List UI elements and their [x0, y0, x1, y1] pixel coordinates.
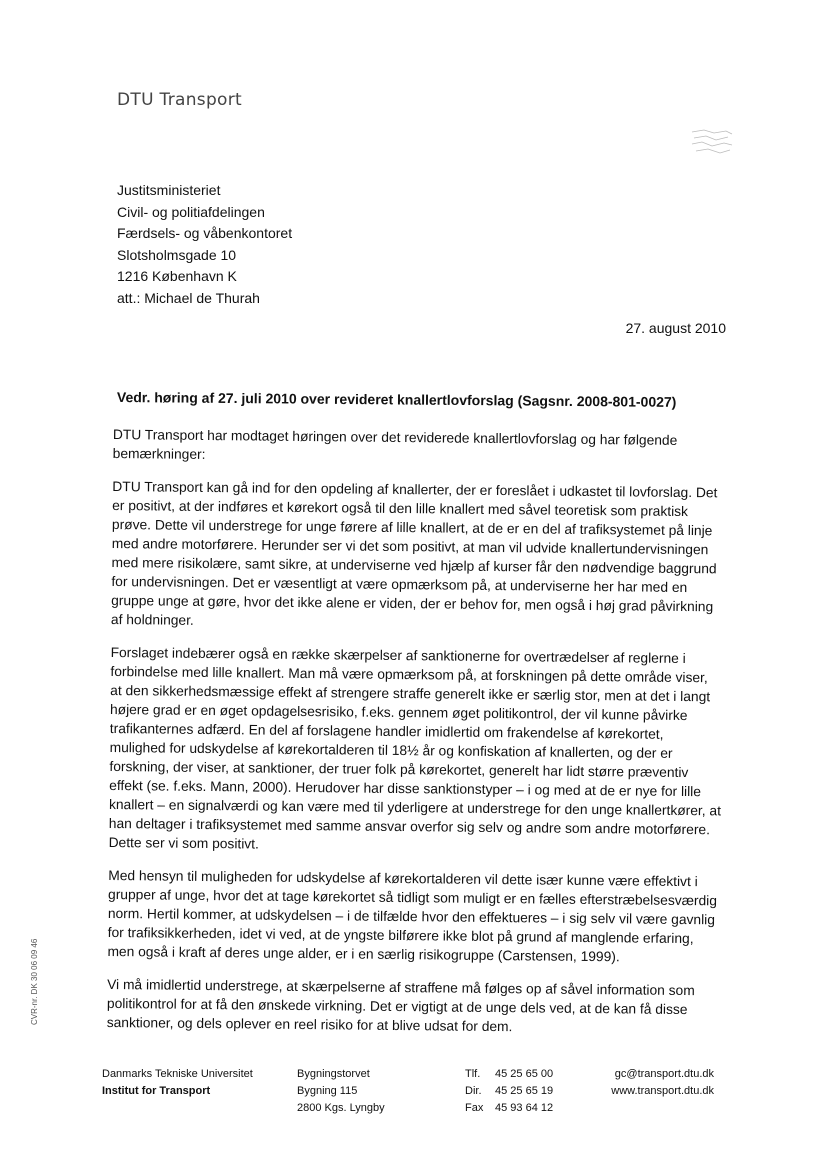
- body-paragraph: Vi må imidlertid understrege, at skærpelserne af straffene må følges op af såvel information som politikontrol for at få den ønskede virkning. Det er vigtigt at de unge dels ved, at de kan få disse sanktioner, og dels oplever en reel risiko for at blive udsat for dem.: [106, 976, 695, 1035]
- body-paragraph: Forslaget indebærer også en række skærpelser af sanktionerne for overtrædelser af reglerne i forbindelse med lille knallert. Man må være opmærksom på, at forskningen på dette område viser, at den sikkerhedsmæssige effekt af strengere straffe generelt ikke er særlig stor, men at det i langt højere grad er en øget opdagelsesrisiko, f.eks. gennem øget politikontrol, der vil kunne påvirke trafikanternes adfærd. En del af forslagene handler imidlertid om frakendelse af kørekortet, mulighed for udskydelse af kørekortalderen til 18½ år og konfiskation af knallerten, og der er forskning, der viser, at sanktioner, der truer folk på kørekortet, generelt har lidt større præventiv effekt (se. f.eks. Mann, 2000). Herudover har disse sanktionstyper – i og med at de er nye for lille knallert – en signalværdi og kan være med til yderligere at understrege for den unge knallertkører, at han deltager i trafiksystemet med samme ansvar overfor sig selv og andre som andre motorførere. Dette ser vi som positivt.: [108, 644, 722, 852]
- letter-subject: Vedr. høring af 27. juli 2010 over revideret knallertlovforslag (Sagsnr. 2008-801-0027): [116, 389, 677, 410]
- phone-label: Dir.: [465, 1085, 482, 1097]
- phone-number: 45 25 65 19: [495, 1085, 554, 1097]
- dtu-logo-icon: [690, 128, 734, 158]
- recipient-line: 1216 København K: [117, 268, 237, 284]
- body-paragraph: Med hensyn til muligheden for udskydelse af kørekortalderen vil dette især kunne være effektivt i grupper af unge, hvor det at tage kørekortet så tidligt som muligt er en fælles efterstræbelsesværdig norm. Hertil kommer, at udskydelsen – i de tilfælde hvor den effektueres – i sig selv vil være gavnlig for trafiksikkerheden, idet vi ved, at de yngste bilførere ikke blot på grund af manglende erfaring, men også i kraft af deres unge alder, er i en særlig risikogruppe (Carstensen, 1999).: [107, 867, 718, 965]
- recipient-line: Slotsholmsgade 10: [117, 246, 237, 263]
- phone-row: [465, 1100, 553, 1117]
- footer-address-line: Bygning 115: [297, 1085, 358, 1097]
- footer-address: [297, 1066, 385, 1117]
- body-paragraph: DTU Transport har modtaget høringen over det reviderede knallertlovforslag og har følgende bemærkninger:: [112, 426, 678, 462]
- sender-logo-text: DTU Transport: [117, 90, 242, 110]
- phone-number: 45 25 65 00: [495, 1068, 554, 1080]
- footer-university: Danmarks Tekniske Universitet: [102, 1068, 253, 1080]
- letter-body: [106, 425, 724, 1052]
- cvr-number: CVR-nr. DK 30 06 09 46: [30, 938, 39, 1025]
- recipient-line: Justitsministeriet: [117, 182, 221, 198]
- footer-phones: [465, 1066, 553, 1117]
- recipient-line: att.: Michael de Thurah: [117, 289, 260, 306]
- phone-row: [465, 1066, 553, 1083]
- recipient-address: [117, 180, 292, 309]
- body-paragraph: DTU Transport kan gå ind for den opdeling af knallerter, der er foreslået i udkastet til lovforslag. Det er positivt, at der indføres et kørekort også til den lille knallert med såvel teoretisk som praktisk prøve. Dette vil understrege for unge førere af lille knallert, at de er en del af trafiksystemet på linje med andre motorførere. Herunder ser vi det som positivt, at man vil udvide knallertundervisningen med mere risikolære, samt sikre, at underviserne ved hjælp af kurser får den nødvendige baggrund for undervisningen. Det er væsentligt at være opmærksom på, at underviserne her har med en gruppe unge at gøre, hvor det ikke alene er viden, der er behov for, men også i høj grad påvirkning af holdninger.: [110, 478, 718, 628]
- phone-number: 45 93 64 12: [495, 1102, 554, 1114]
- footer-institution: [102, 1066, 253, 1100]
- phone-label: Tlf.: [465, 1068, 481, 1080]
- footer-institute: Institut for Transport: [102, 1085, 211, 1097]
- recipient-line: Civil- og politiafdelingen: [117, 203, 265, 220]
- footer-email: gc@transport.dtu.dk: [614, 1068, 714, 1080]
- footer-contact: [608, 1066, 714, 1100]
- letter-date: 27. august 2010: [625, 320, 726, 336]
- phone-row: [465, 1083, 553, 1100]
- footer-address-line: Bygningstorvet: [297, 1068, 370, 1080]
- footer-address-line: 2800 Kgs. Lyngby: [297, 1102, 385, 1114]
- phone-label: Fax: [465, 1102, 484, 1114]
- footer-website: www.transport.dtu.dk: [611, 1085, 714, 1097]
- recipient-line: Færdsels- og våbenkontoret: [117, 225, 293, 241]
